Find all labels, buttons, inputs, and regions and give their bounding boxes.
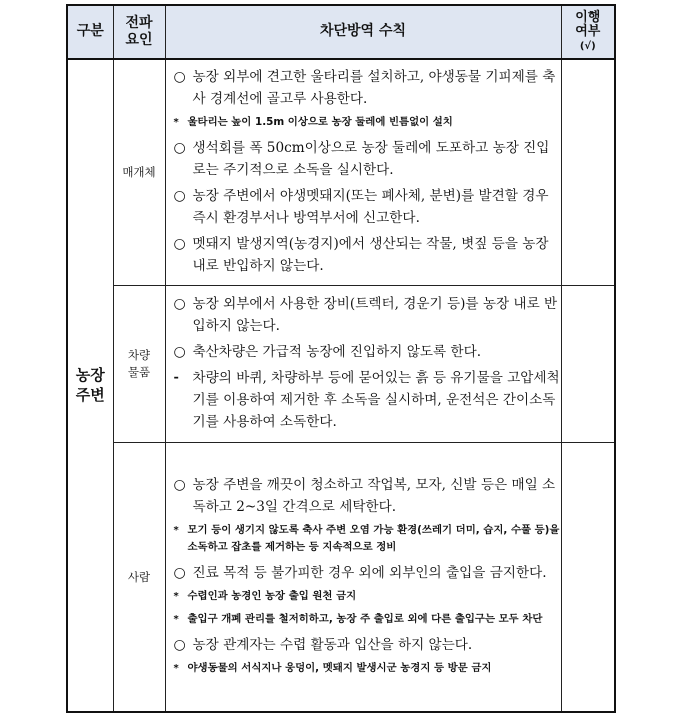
table-header-row: [67, 5, 615, 59]
compliance-check-people[interactable]: [561, 442, 615, 712]
factor-cell-people: 사람: [113, 442, 165, 712]
header-compliance: 이행 여부 (√): [561, 5, 615, 59]
rules-cell-vehicle: [165, 285, 561, 442]
rule-note: * 울타리는 높이 1.5m 이상으로 농장 둘레에 빈틈없이 설치: [173, 116, 453, 129]
header-rules: 차단방역 수칙: [165, 5, 561, 59]
header-category: 구분: [67, 5, 113, 59]
rule-item: ○ 축산차량은 가급적 농장에 진입하지 않도록 한다.: [173, 344, 482, 360]
group-row-people: [67, 442, 615, 712]
rules-cell-people: [165, 442, 561, 712]
group-row-vehicle: [67, 285, 615, 442]
rule-note: * 출입구 개폐 관리를 철저히하고, 농장 주 출입로 외에 다른 출입구는 모두 차단: [173, 612, 543, 625]
factor-cell-vehicle: 차량 물품: [113, 285, 165, 442]
rule-item: ○ 농장 관계자는 수렵 활동과 입산을 하지 않는다.: [173, 636, 473, 653]
category-cell: 농장 주변: [67, 59, 113, 712]
rules-cell-vector: [165, 59, 561, 285]
rule-note: * 모기 등이 생기지 않도록 축사 주변 오염 가능 환경(쓰레기 더미, 습지, 수풀 등)을 소독하고 잡초를 제거하는 등 지속적으로 정비: [173, 523, 560, 553]
rule-item: ○ 생석회를 폭 50cm이상으로 농장 둘레에 도포하고 농장 진입로는 주기적으로 소독을 실시한다.: [173, 140, 550, 179]
rule-item: ○ 멧돼지 발생지역(농경지)에서 생산되는 작물, 볏짚 등을 농장내로 반입하지 않는다.: [173, 236, 549, 275]
rule-item: ○ 농장 외부에 견고한 울타리를 설치하고, 야생동물 기피제를 축사 경계선에 골고루 사용한다.: [173, 69, 556, 108]
compliance-check-vehicle[interactable]: [561, 285, 615, 442]
rule-note: * 야생동물의 서식지나 웅덩이, 멧돼지 발생시군 농경지 등 방문 금지: [173, 661, 492, 674]
header-factor: 전파 요인: [113, 5, 165, 59]
compliance-check-vector[interactable]: [561, 59, 615, 285]
rule-item: ○ 농장 주변을 깨끗이 청소하고 작업복, 모자, 신발 등은 매일 소독하고 2~3일 간격으로 세탁한다.: [173, 476, 556, 515]
group-row-vector: [67, 59, 615, 285]
rule-note: * 수렵인과 농경인 농장 출입 원천 금지: [173, 589, 357, 602]
factor-cell-vector: 매개체: [113, 59, 165, 285]
quarantine-rules-table: [66, 4, 616, 713]
rule-subitem: - 차량의 바퀴, 차량하부 등에 묻어있는 흙 등 유기물을 고압세척기를 이용하여 제거한 후 소독을 실시하며, 운전석은 간이소독기를 사용하여 소독한다.: [173, 370, 560, 430]
rule-item: ○ 농장 외부에서 사용한 장비(트렉터, 경운기 등)를 농장 내로 반입하지 않는다.: [173, 296, 558, 334]
rule-item: ○ 농장 주변에서 야생멧돼지(또는 폐사체, 분변)를 발견할 경우 즉시 환경부서나 방역부서에 신고한다.: [173, 188, 549, 227]
rule-item: ○ 진료 목적 등 불가피한 경우 외에 외부인의 출입을 금지한다.: [173, 564, 547, 581]
